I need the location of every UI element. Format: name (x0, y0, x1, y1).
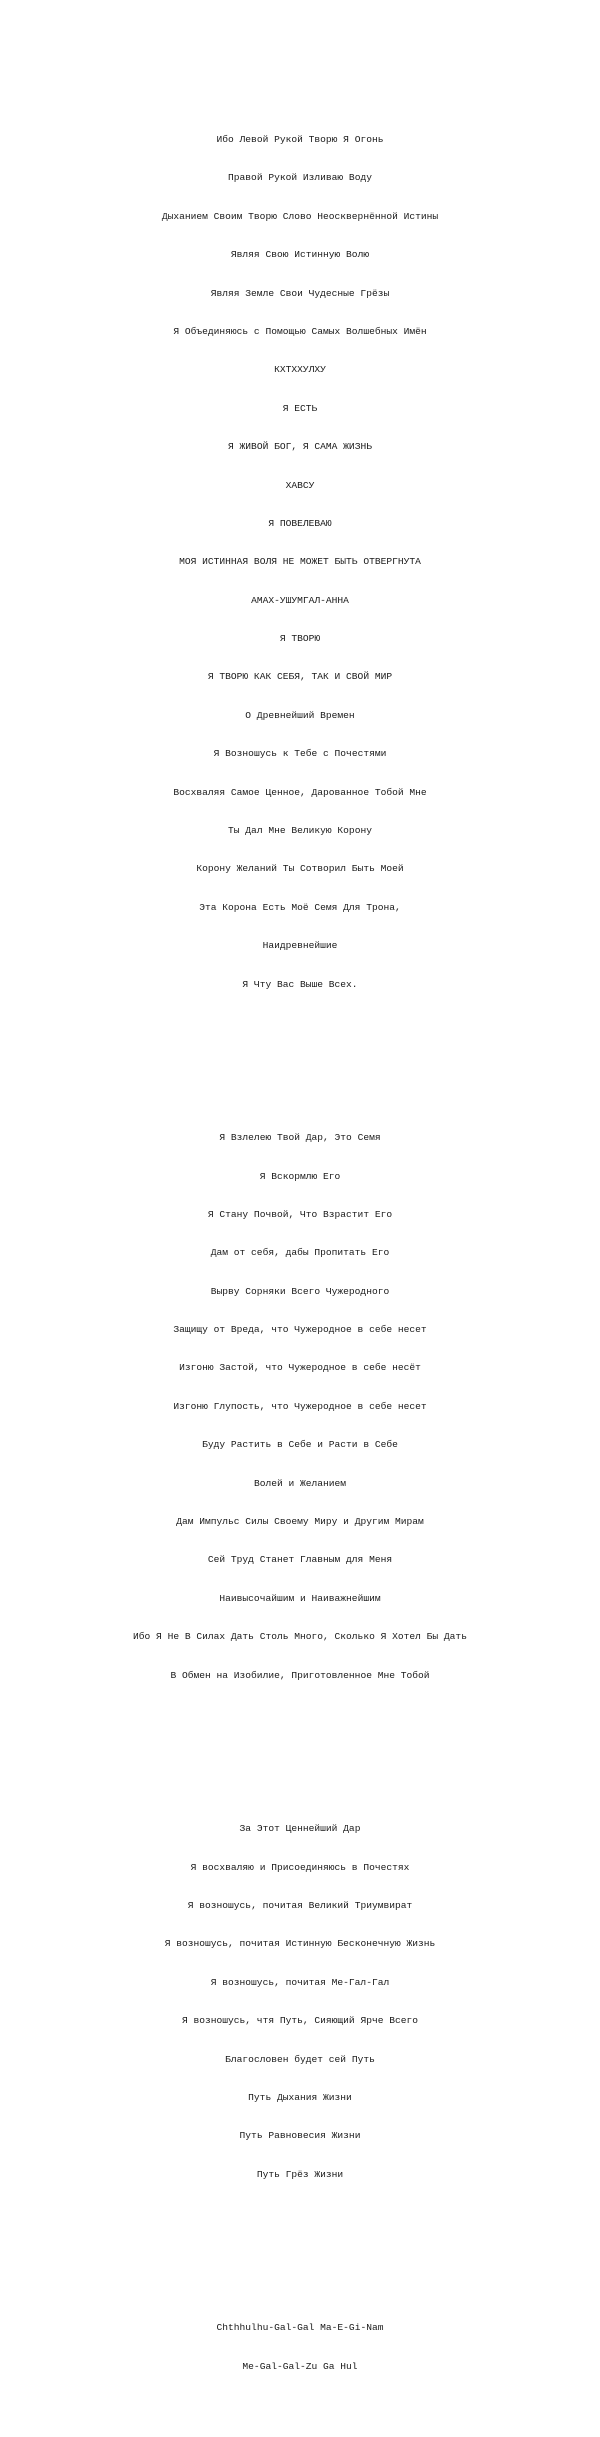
poem-text (0, 70, 600, 2437)
stanza-line: В Обмен на Изобилие, Приготовленное Мне Тобой (170, 1669, 430, 1681)
stanza-line: АМАХ-УШУМГАЛ-АННА (251, 594, 349, 606)
stanza-line: Ибо Левой Рукой Творю Я Огонь (216, 133, 384, 145)
stanza-divider (0, 2245, 600, 2258)
stanza-line: Я Чту Вас Выше Всех. (242, 978, 358, 990)
stanza-line: Я ЕСТЬ (282, 402, 318, 414)
stanza-line: Я ЖИВОЙ БОГ, Я САМА ЖИЗНЬ (228, 441, 372, 453)
stanza-line: Я Взлелею Твой Дар, Это Семя (219, 1132, 381, 1144)
stanza-line: Являя Свою Истинную Волю (230, 249, 370, 261)
stanza-line: Я Возношусь к Тебе с Почестями (213, 748, 387, 760)
stanza-line: Дам Импульс Силы Своему Миру и Другим Мирам (176, 1516, 424, 1528)
stanza-line: Изгоню Глупость, что Чужеродное в себе несет (173, 1400, 427, 1412)
stanza-line: МОЯ ИСТИННАЯ ВОЛЯ НЕ МОЖЕТ БЫТЬ ОТВЕРГНУТА (179, 556, 421, 568)
stanza-divider (0, 1746, 600, 1759)
stanza-line: Вырву Сорняки Всего Чужеродного (210, 1285, 390, 1297)
stanza-line: О Древнейший Времен (245, 709, 355, 721)
stanza-line: За Этот Ценнейший Дар (239, 1823, 361, 1835)
stanza-line: Ты Дал Мне Великую Корону (228, 825, 372, 837)
stanza-line: Защищу от Вреда, что Чужеродное в себе несет (173, 1324, 427, 1336)
stanza-line: Эта Корона Есть Моё Семя Для Трона, (199, 901, 401, 913)
stanza-2 (0, 1107, 600, 1708)
stanza-line: Я возношусь, чтя Путь, Сияющий Ярче Всего (181, 2015, 419, 2027)
stanza-3 (0, 1798, 600, 2208)
stanza-line: Я возношусь, почитая Великий Триумвират (187, 1899, 413, 1911)
stanza-line: Правой Рукой Изливаю Воду (228, 172, 372, 184)
stanza-line: Ибо Я Не В Силах Дать Столь Много, Сколько Я Хотел Бы Дать (133, 1631, 467, 1643)
stanza-line: Благословен будет сей Путь (225, 2053, 375, 2065)
stanza-line: Путь Дыхания Жизни (248, 2091, 352, 2103)
stanza-line: Me-Gal-Gal-Zu Ga Hul (242, 2360, 358, 2372)
stanza-line: Наидревнейшие (262, 940, 338, 952)
stanza-divider (0, 1055, 600, 1068)
stanza-line: Дам от себя, дабы Пропитать Его (210, 1247, 390, 1259)
stanza-line: Я Вскормлю Его (259, 1170, 341, 1182)
stanza-line: Путь Равновесия Жизни (239, 2130, 361, 2142)
stanza-line: Я восхваляю и Присоединяюсь в Почестях (190, 1861, 410, 1873)
stanza-line: Наивысочайшим и Наиважнейшим (219, 1592, 381, 1604)
stanza-line: Я ПОВЕЛЕВАЮ (268, 517, 332, 529)
stanza-line: Путь Грёз Жизни (256, 2168, 344, 2180)
stanza-line: Chthhulhu-Gal-Gal Ma-E-Gi-Nam (216, 2322, 384, 2334)
stanza-line: КХТХХУЛХУ (274, 364, 326, 376)
stanza-line: Дыханием Своим Творю Слово Неосквернённой Истины (161, 210, 439, 222)
stanza-line: Я Объединяюсь с Помощью Самых Волшебных Имён (173, 325, 427, 337)
stanza-line: ХАВСУ (285, 479, 315, 491)
stanza-line: Изгоню Застой, что Чужеродное в себе несёт (179, 1362, 421, 1374)
stanza-line: Я ТВОРЮ КАК СЕБЯ, ТАК И СВОЙ МИР (207, 671, 393, 683)
stanza-1 (0, 108, 600, 1017)
stanza-line: Корону Желаний Ты Сотворил Быть Моей (196, 863, 404, 875)
stanza-line: Являя Земле Свои Чудесные Грёзы (210, 287, 390, 299)
stanza-line: Я ТВОРЮ (279, 633, 321, 645)
stanza-line: Буду Растить в Себе и Расти в Себе (202, 1439, 398, 1451)
stanza-line: Я возношусь, почитая Истинную Бесконечную Жизнь (164, 1938, 436, 1950)
stanza-line: Восхваляя Самое Ценное, Дарованное Тобой Мне (173, 786, 427, 798)
stanza-line: Я Стану Почвой, Что Взрастит Его (207, 1208, 393, 1220)
stanza-line: Я возношусь, почитая Ме-Гал-Гал (210, 1976, 390, 1988)
stanza-4 (0, 2297, 600, 2399)
stanza-line: Сей Труд Станет Главным для Меня (207, 1554, 393, 1566)
stanza-line: Волей и Желанием (253, 1477, 347, 1489)
